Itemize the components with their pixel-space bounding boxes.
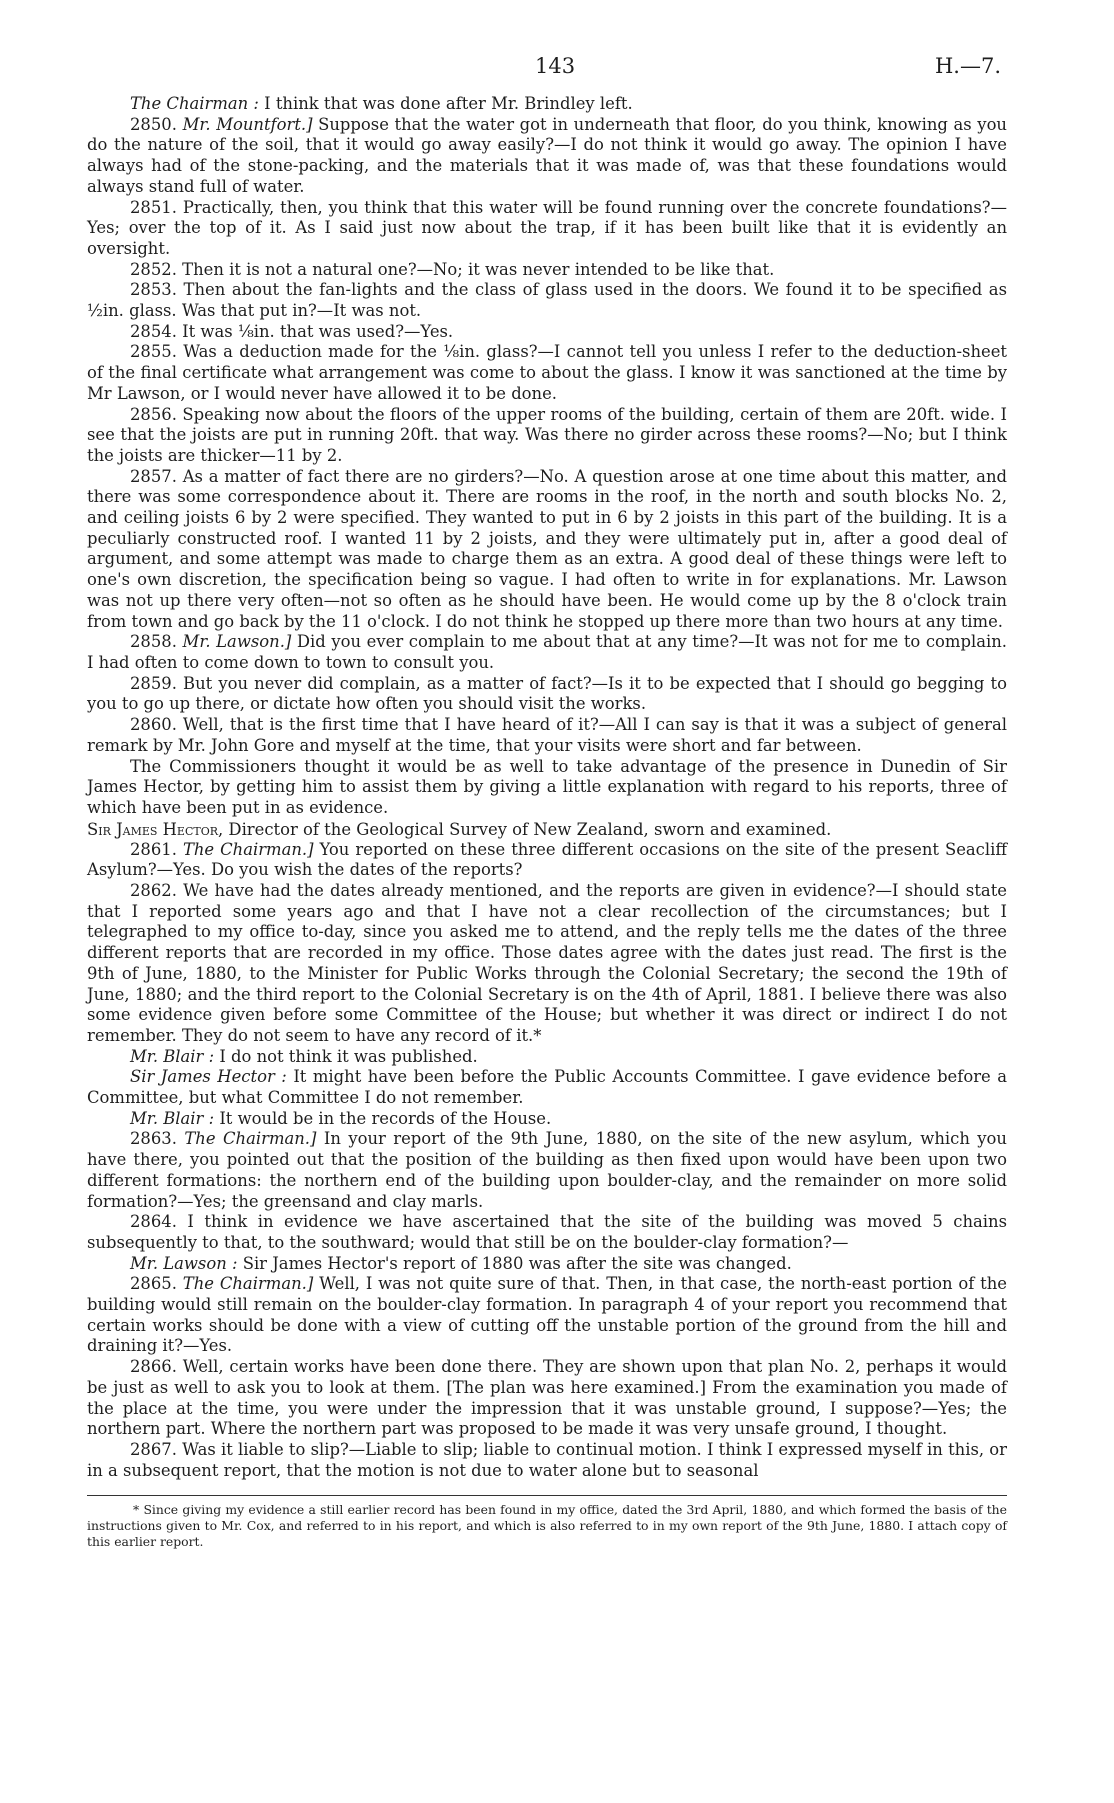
witness-name: Sir James Hector, [87,819,224,839]
speaker: Mr. Lawson.] [182,632,292,652]
paragraph-2861 [87,840,1007,881]
paragraph-2851 [87,198,1007,260]
speaker: The Chairman.] [184,1129,317,1149]
question-number: 2853. [130,280,177,300]
paragraph-text: Well, that is the first time that I have heard of it?—All I can say is that it was a subject of general remark by Mr. John Gore and myself at the time, that your visits were short and far between. [87,715,1007,755]
paragraph [87,1067,1007,1108]
paragraph-text: Suppose that the water got in underneath that floor, do you think, knowing as you do the nature of the soil, that it would go away easily?—I do not think it would go away. The opinion I have always had of the stone-packing, and the materials that it was made of, was that these foundations would always stand full of water. [87,114,1007,196]
witness-heading [87,819,1007,840]
page-header [87,54,1007,84]
paragraph-2860 [87,715,1007,756]
question-number: 2851. [130,197,177,217]
paragraph-2866 [87,1357,1007,1440]
paragraph-text: Did you ever complain to me about that at any time?—It was not for me to complain. I had often to come down to town to consult you. [87,632,1007,672]
paragraph [87,94,1007,115]
paragraph-2854 [87,322,1007,343]
paragraph-text: Well, I was not quite sure of that. Then, in that case, the north-east portion of the building would still remain on the boulder-clay formation. In paragraph 4 of your report you recommend that certain works should be done with a view of cutting off the unstable portion of the ground from the hill and draining it?—Yes. [87,1274,1007,1356]
paragraph-2850 [87,115,1007,198]
paragraph-text: It was ⅛in. that was used?—Yes. [176,321,454,341]
question-number: 2863. [130,1129,177,1149]
paragraph [87,1254,1007,1275]
paragraph-text: It might have been before the Public Accounts Committee. I gave evidence before a Committee, but what Committee I do not remember. [87,1067,1008,1108]
speaker: The Chairman.] [182,1274,314,1294]
paragraph-2857 [87,467,1007,633]
witness-description: Director of the Geological Survey of New Zealand, sworn and examined. [223,819,832,839]
paragraph-text: Well, certain works have been done there. They are shown upon that plan No. 2, perhaps it would be just as well to ask you to look at them. [The plan was here examined.] From the examination you made of the place at the time, you were under the impression that it was unstable ground, I suppose?—Yes; the northern part. Where the northern part was proposed to be made it was very unsafe ground, I thought. [87,1357,1007,1439]
paragraph-2852 [87,260,1007,281]
footnote-divider [87,1495,1007,1496]
series-code: H.—7. [934,54,1001,78]
paragraph-text: I think in evidence we have ascertained that the site of the building was moved 5 chains subsequently to that, to the southward; would that still be on the boulder-clay formation?— [87,1212,1007,1252]
paragraph-text: Was a deduction made for the ⅛in. glass?—I cannot tell you unless I refer to the deduction-sheet of the final certificate what arrangement was come to about the glass. I know it was sanctioned at the time by Mr Lawson, or I would never have allowed it to be done. [87,342,1007,403]
body-text [87,94,1007,1481]
commissioners-note [87,757,1007,819]
question-number: 2856. [130,404,177,424]
paragraph-text: But you never did complain, as a matter of fact?—Is it to be expected that I should go begging to you to go up there, or dictate how often you should visit the works. [87,673,1007,714]
speaker: Mr. Blair : [130,1108,215,1128]
speaker: Mr. Blair : [130,1046,215,1066]
question-number: 2860. [130,715,177,735]
speaker: Mr. Mountfort.] [182,114,313,134]
paragraph-text: In your report of the 9th June, 1880, on the site of the new asylum, which you have there, you pointed out that the position of the building as then fixed upon would have been upon two different formations: the northern end of the building upon boulder-clay, and the remainder on more solid formation?—Yes; the greensand and clay marls. [87,1129,1007,1211]
paragraph-2859 [87,674,1007,715]
question-number: 2867. [130,1440,177,1459]
paragraph-text: Then it is not a natural one?—No; it was never intended to be like that. [176,259,775,279]
question-number: 2852. [130,259,177,279]
paragraph-2862 [87,881,1007,1047]
paragraph-text: Then about the fan-lights and the class of glass used in the doors. We found it to be specified as ½in. glass. Was that put in?—It was not. [87,280,1007,321]
question-number: 2861. [130,839,177,859]
page-number: 143 [535,54,576,78]
document-page [87,54,1007,1549]
paragraph-text: I think that was done after Mr. Brindley left. [258,94,633,113]
question-number: 2855. [130,342,177,362]
question-number: 2865. [130,1274,177,1294]
question-number: 2857. [130,466,177,486]
paragraph-text: I do not think it was published. [214,1046,478,1066]
question-number: 2864. [130,1212,177,1232]
question-number: 2866. [130,1357,177,1377]
paragraph-text: It would be in the records of the House. [214,1108,552,1128]
paragraph-text: The Commissioners thought it would be as well to take advantage of the presence in Dunedin of Sir James Hector, by getting him to assist them by giving a little explanation with regard to his reports, three of which have been put in as evidence. [87,756,1007,817]
paragraph-2863 [87,1129,1007,1212]
paragraph-text: Sir James Hector's report of 1880 was after the site was changed. [237,1253,792,1273]
speaker: Mr. Lawson : [130,1253,238,1273]
question-number: 2862. [130,881,177,901]
paragraph-2865 [87,1274,1007,1357]
paragraph-text: As a matter of fact there are no girders?—No. A question arose at one time about this matter, and there was some correspondence about it. There are rooms in the roof, in the north and south blocks No. 2, and ceiling joists 6 by 2 were specified. They wanted to put in 6 by 2 joists in this part of the building. It is a peculiarly constructed roof. I wanted 11 by 2 joists, and they were ultimately put in, after a good deal of argument, and some attempt was made to charge them as an extra. A good deal of these things were left to one's own discretion, the specification being so vague. I had often to write in for explanations. Mr. Lawson was not up there very often—not so often as he should have been. He would come up by the 8 o'clock train from town and go back by the 11 o'clock. I do not think he stopped up there more than two hours at any time. [87,466,1007,631]
speaker: Sir James Hector : [130,1067,287,1087]
paragraph-text: We have had the dates already mentioned, and the reports are given in evidence?—I should state that I reported some years ago and that I have not a clear recollection of the circumstances; but I telegraphed to my office to-day, since you asked me to attend, and the reply tells me the dates of the three different reports that are recorded in my office. Those dates agree with the dates just read. The first is the 9th of June, 1880, to the Minister for Public Works through the Colonial Secretary; the second the 19th of June, 1880; and the third report to the Colonial Secretary is on the 4th of April, 1881. I believe there was also some evidence given before some Committee of the House; but whether it was direct or indirect I do not remember. They do not seem to have any record of it.* [87,881,1007,1045]
paragraph [87,1047,1007,1068]
footnote: * Since giving my evidence a still earlier record has been found in my office, dated the 3rd April, 1880, and which formed the basis of the instructions given to Mr. Cox, and referred to in his report, and which is also referred to in my own report of the 9th June, 1880. I attach copy of this earlier report. [87,1502,1007,1549]
paragraph-2856 [87,405,1007,467]
paragraph-2858 [87,632,1007,673]
question-number: 2859. [130,673,177,693]
question-number: 2858. [130,632,177,652]
paragraph-2853 [87,280,1007,321]
paragraph [87,1109,1007,1130]
paragraph-2855 [87,342,1007,404]
paragraph-2864 [87,1212,1007,1253]
paragraph-text: Practically, then, you think that this water will be found running over the concrete foundations?—Yes; over the top of it. As I said just now about the trap, if it has been built like that it is evidently an oversight. [87,197,1007,258]
speaker: The Chairman.] [182,839,314,859]
paragraph-text: Was it liable to slip?—Liable to slip; liable to continual motion. I think I expressed myself in this, or in a subsequent report, that the motion is not due to water alone but to seasonal [87,1440,1007,1480]
paragraph-text: You reported on these three different occasions on the site of the present Seacliff Asylum?—Yes. Do you wish the dates of the reports? [87,839,1007,880]
question-number: 2854. [130,321,177,341]
question-number: 2850. [130,114,177,134]
paragraph-text: Speaking now about the floors of the upper rooms of the building, certain of them are 20ft. wide. I see that the joists are put in running 20ft. that way. Was there no girder across these rooms?—No; but I think the joists are thicker—11 by 2. [87,404,1007,465]
speaker: The Chairman : [130,94,259,113]
paragraph-2867 [87,1440,1007,1481]
